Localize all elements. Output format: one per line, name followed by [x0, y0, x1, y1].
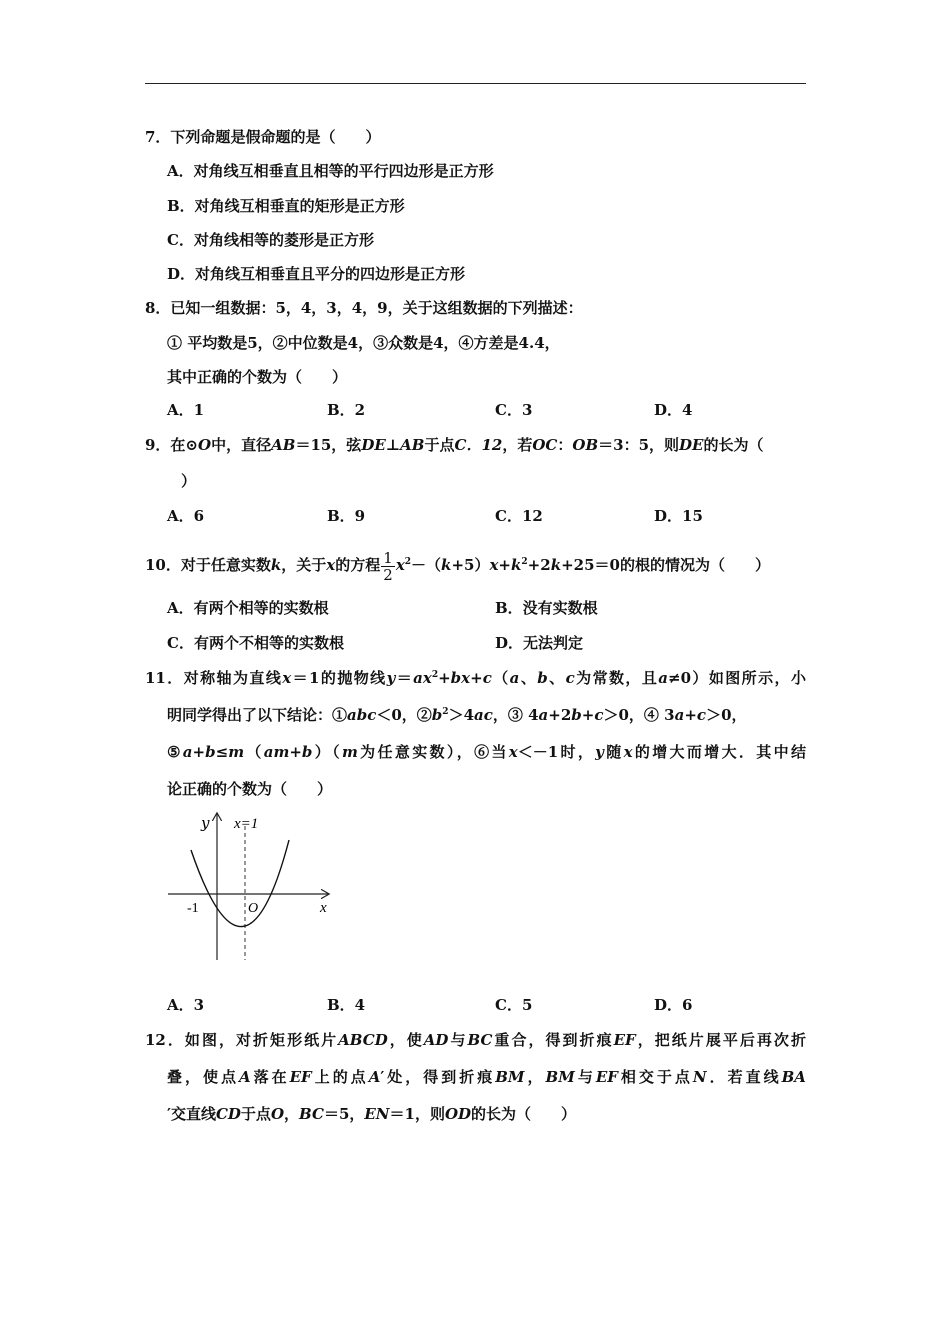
q11-var: c	[482, 669, 492, 687]
q8-option-c: C．3	[495, 401, 533, 419]
q11-var: x	[508, 743, 518, 761]
q12-text: ，使	[387, 1031, 424, 1049]
q11-var: m	[228, 743, 245, 761]
q10-var: k	[270, 556, 282, 574]
q12-text: 落在	[250, 1068, 290, 1086]
q11-text: （	[491, 669, 510, 687]
q10-var: x	[395, 556, 405, 574]
q9-var: AB	[271, 436, 296, 454]
q9-var: DE	[679, 436, 704, 454]
q7-option-c: C．对角线相等的菱形是正方形	[167, 231, 374, 249]
q9-stem	[145, 435, 763, 455]
q9-option-d: D．15	[654, 507, 703, 525]
q12-text: 叠，使点	[167, 1068, 239, 1086]
q12-var: EN	[364, 1105, 390, 1123]
q10-text: +5）	[451, 556, 490, 574]
q11-text: ＜0，②	[376, 706, 432, 724]
q10-text: ，关于	[281, 556, 327, 574]
q11-text: ⑤	[167, 743, 183, 761]
q11-var: b	[571, 706, 582, 724]
q11-text: ＝	[395, 669, 414, 687]
q12-text: 的长为（ ）	[471, 1105, 577, 1123]
q10-stem	[145, 548, 770, 583]
q9-var: DE	[361, 436, 386, 454]
q11-exponent: 2	[442, 707, 449, 717]
q11-var: b	[537, 669, 548, 687]
q12-var: BC	[467, 1031, 493, 1049]
q12-text: 与	[448, 1031, 468, 1049]
q12-text: 于点	[240, 1105, 271, 1123]
q11-var: c	[594, 706, 604, 724]
q11-text: 为常数，且	[574, 669, 659, 687]
q11-option-a: A．3	[167, 996, 205, 1014]
x-axis-label: x	[320, 900, 327, 916]
q9-stem-end: ）	[181, 472, 197, 490]
q8-statements: ① 平均数是5，②中位数是4，③众数是4，④方差是4.4，	[167, 334, 560, 352]
q12-text: ．若直线	[706, 1068, 782, 1086]
q8-option-b: B．2	[327, 401, 366, 419]
q9-var: O	[198, 436, 212, 454]
q12-var: BM	[545, 1068, 575, 1086]
q11-var: b	[301, 743, 313, 761]
q9-text: ＝15，弦	[295, 436, 362, 454]
q12-text: 相交于点	[617, 1068, 693, 1086]
q12-text: ，把纸片展平后再次折	[635, 1031, 806, 1049]
q11-text: ＜－1时，	[517, 743, 596, 761]
q12-var: AD	[423, 1031, 449, 1049]
q11-var: am	[263, 743, 290, 761]
q9-option-c: C．12	[495, 507, 543, 525]
q11-text: 的增大而增大．其中结	[632, 743, 806, 761]
q9-var: AB	[400, 436, 425, 454]
q12-var: CD	[215, 1105, 241, 1123]
q12-var: EF	[595, 1068, 618, 1086]
q9-text: ：	[557, 436, 573, 454]
q11-text: +	[581, 706, 595, 724]
q11-text: （	[244, 743, 264, 761]
q11-text: 为任意实数），⑥当	[357, 743, 509, 761]
q12-var: OD	[444, 1105, 472, 1123]
q9-text: 中，直径	[211, 436, 272, 454]
q10-exponent: 2	[521, 557, 528, 567]
q11-text: 、	[519, 669, 538, 687]
q10-var: k	[511, 556, 522, 574]
q8-question: 其中正确的个数为（ ）	[167, 368, 348, 386]
q11-text: ≤	[215, 743, 229, 761]
q12-stem-line3	[167, 1104, 576, 1124]
q12-var: EF	[289, 1068, 312, 1086]
q11-var: c	[565, 669, 575, 687]
q11-exponent: 2	[431, 670, 439, 680]
q7-option-d: D．对角线互相垂直且平分的四边形是正方形	[167, 265, 466, 283]
q8-option-a: A．1	[167, 401, 205, 419]
q12-text: ＝1，则	[389, 1105, 445, 1123]
q11-text: ，③ 4	[492, 706, 539, 724]
q12-text: ，	[284, 1105, 300, 1123]
q10-text: 的方程	[335, 556, 381, 574]
q12-text: 12．如图，对折矩形纸片	[145, 1031, 339, 1049]
q11-text: +	[192, 743, 206, 761]
q11-text: +	[289, 743, 302, 761]
q11-text: ≠0）如图所示，小	[668, 669, 806, 687]
q12-stem-line2	[167, 1067, 806, 1087]
q11-text: ＞4	[448, 706, 474, 724]
q12-var: A	[238, 1068, 251, 1086]
q9-text: 的长为（	[703, 436, 764, 454]
q11-stem-line3	[167, 742, 806, 762]
q11-var: a	[509, 669, 520, 687]
header-rule	[145, 83, 806, 84]
q9-text: ＝3：5，则	[598, 436, 680, 454]
q12-var: BM	[495, 1068, 525, 1086]
q11-text: +	[438, 669, 451, 687]
q12-text: ′交直线	[167, 1105, 216, 1123]
q11-var: ac	[474, 706, 493, 724]
q11-parabola-graph	[160, 808, 340, 968]
q10-text: +	[498, 556, 511, 574]
q7-option-b: B．对角线互相垂直的矩形是正方形	[167, 197, 405, 215]
q12-var: O	[270, 1105, 285, 1123]
q11-text: 明同学得出了以下结论：①	[167, 706, 348, 724]
q10-option-b: B．没有实数根	[495, 599, 598, 617]
q11-text: ）（	[312, 743, 342, 761]
q9-text: 于点	[424, 436, 455, 454]
q12-text: ′处，得到折痕	[380, 1068, 496, 1086]
q12-text: 与	[574, 1068, 596, 1086]
q10-exponent: 2	[404, 557, 412, 567]
q11-text: 、	[547, 669, 566, 687]
q11-text: +	[470, 669, 483, 687]
y-axis-label: y	[201, 814, 210, 832]
q11-option-d: D．6	[654, 996, 693, 1014]
q11-var: bx	[450, 669, 471, 687]
q12-var: N	[692, 1068, 707, 1086]
q10-var: x	[326, 556, 336, 574]
q11-var: x	[623, 743, 633, 761]
q9-var: C．12	[454, 436, 503, 454]
q10-option-d: D．无法判定	[495, 634, 584, 652]
q9-text: 9．在⊙	[145, 436, 199, 454]
q8-stem: 8．已知一组数据：5，4，3，4，9，关于这组数据的下列描述：	[145, 299, 583, 317]
q11-stem-line1	[145, 668, 806, 688]
q11-var: a	[538, 706, 549, 724]
q9-text: ⊥	[385, 436, 401, 454]
q8-option-d: D．4	[654, 401, 693, 419]
q12-var: BC	[299, 1105, 324, 1123]
q10-text: +25＝0的根的情况为（ ）	[561, 556, 770, 574]
q11-text: ＝1的抛物线	[291, 669, 387, 687]
neg-one-label: -1	[187, 901, 199, 916]
q11-text: ＞0，	[706, 706, 747, 724]
q10-var: x	[489, 556, 499, 574]
q11-var: b	[205, 743, 216, 761]
q10-frac-numerator: 1	[383, 548, 393, 567]
q11-text: ＞0，④ 3	[603, 706, 675, 724]
parabola-curve	[191, 840, 289, 927]
q10-option-a: A．有两个相等的实数根	[167, 599, 329, 617]
q11-text: 随	[603, 743, 624, 761]
q9-var: OB	[572, 436, 599, 454]
q12-var: ABCD	[338, 1031, 388, 1049]
q12-var: BA	[781, 1068, 806, 1086]
q7-option-a: A．对角线互相垂直且相等的平行四边形是正方形	[167, 162, 494, 180]
q9-text: ，若	[502, 436, 533, 454]
q11-stem-line2	[167, 705, 747, 725]
q12-text: 重合，得到折痕	[492, 1031, 614, 1049]
q11-option-c: C．5	[495, 996, 533, 1014]
q10-text: 10．对于任意实数	[145, 556, 271, 574]
q11-var: ax	[413, 669, 432, 687]
q10-fraction	[381, 550, 395, 583]
q7-stem: 7．下列命题是假命题的是（ ）	[145, 128, 381, 146]
q11-var: c	[696, 706, 707, 724]
q11-var: a	[674, 706, 685, 724]
q11-var: a	[658, 669, 668, 687]
q12-var: EF	[613, 1031, 636, 1049]
q9-var: OC	[532, 436, 558, 454]
q9-option-a: A．6	[167, 507, 205, 525]
q10-text: －（	[411, 556, 442, 574]
q11-text: +2	[548, 706, 572, 724]
q11-var: abc	[347, 706, 377, 724]
q11-var: y	[386, 669, 396, 687]
symmetry-label: x=1	[234, 816, 259, 832]
q11-question: 论正确的个数为（ ）	[167, 780, 333, 798]
q12-var: A	[368, 1068, 381, 1086]
q12-text: 上的点	[311, 1068, 369, 1086]
q11-var: a	[182, 743, 193, 761]
origin-label: O	[248, 901, 259, 916]
q11-text: 11．对称轴为直线	[145, 669, 283, 687]
q12-text: ＝5，	[323, 1105, 365, 1123]
q10-text: +2	[527, 556, 551, 574]
q10-option-c: C．有两个不相等的实数根	[167, 634, 344, 652]
q11-var: x	[282, 669, 292, 687]
q11-var: m	[341, 743, 358, 761]
q10-frac-denominator: 2	[383, 565, 393, 584]
q12-text: ，	[524, 1068, 546, 1086]
q9-option-b: B．9	[327, 507, 366, 525]
q11-var: b	[431, 706, 443, 724]
q12-stem-line1	[145, 1030, 806, 1050]
q10-var: k	[441, 556, 452, 574]
q11-var: y	[595, 743, 604, 761]
q11-option-b: B．4	[327, 996, 366, 1014]
q11-text: +	[684, 706, 697, 724]
q10-var: k	[550, 556, 562, 574]
